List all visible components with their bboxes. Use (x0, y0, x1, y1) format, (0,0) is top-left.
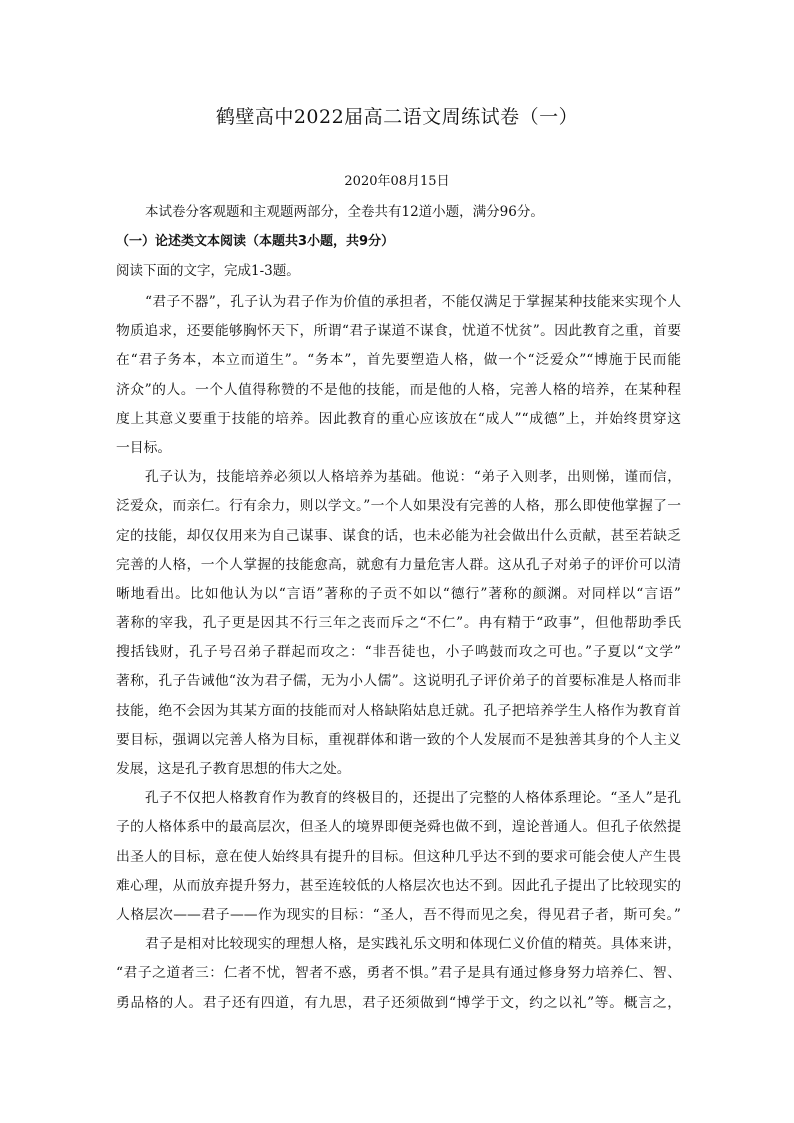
passage-line: 搜括钱财，孔子号召弟子群起而攻之：“非吾徒也，小子鸣鼓而攻之可也。”子夏以“文学” (116, 644, 681, 661)
reading-instruction: 阅读下面的文字，完成1-3题。 (116, 263, 300, 279)
passage-text (116, 288, 681, 1018)
passage-line: 完善的人格，一个人掌握的技能愈高，就愈有力量危害人群。这从孔子对弟子的评价可以清 (116, 556, 681, 573)
passage-line: 技能，绝不会因为其某方面的技能而对人格缺陷姑息迁就。孔子把培养学生人格作为教育首 (116, 702, 681, 719)
passage-line: 子的人格体系中的最高层次，但圣人的境界即便尧舜也做不到，遑论普通人。但孔子依然提 (116, 819, 681, 836)
passage-line: 泛爱众，而亲仁。行有余力，则以学文。”一个人如果没有完善的人格，那么即使他掌握了一 (116, 498, 681, 515)
passage-line: 难心理，从而放弃提升努力，甚至连较低的人格层次也达不到。因此孔子提出了比较现实的 (116, 877, 681, 894)
passage-line: 发展，这是孔子教育思想的伟大之处。 (116, 761, 351, 777)
passage-line: 度上其意义要重于技能的培养。因此教育的重心应该放在“成人”“成德”上，并始终贯穿这 (116, 410, 681, 427)
section-heading: （一）论述类文本阅读（本题共3小题，共9分） (116, 234, 395, 249)
passage-line: 勇品格的人。君子还有四道，有九思，君子还须做到“博学于文，约之以礼”等。概言之， (116, 994, 681, 1011)
passage-line: 晰地看出。比如他认为以“言语”著称的子贡不如以“德行”著称的颜渊。对同样以“言语” (116, 585, 681, 602)
passage-line: 济众”的人。一个人值得称赞的不是他的技能，而是他的人格，完善人格的培养，在某种程 (116, 381, 681, 398)
passage-line: 人格层次——君子——作为现实的目标：“圣人，吾不得而见之矣，得见君子者，斯可矣。” (116, 906, 681, 923)
passage-line: 要目标，强调以完善人格为目标，重视群体和谐一致的个人发展而不是独善其身的个人主义 (116, 731, 681, 748)
passage-line: 孔子不仅把人格教育作为教育的终极目的，还提出了完整的人格体系理论。“圣人”是孔 (145, 790, 681, 807)
document-date: 2020年08月15日 (344, 174, 450, 189)
passage-line: 著称，孔子告诫他“汝为君子儒，无为小人儒”。这说明孔子评价弟子的首要标准是人格而非 (116, 673, 681, 690)
passage-line: 君子是相对比较现实的理想人格，是实践礼乐文明和体现仁义价值的精英。具体来讲， (145, 936, 681, 953)
passage-line: 出圣人的目标，意在使人始终具有提升的目标。但这种几乎达不到的要求可能会使人产生畏 (116, 848, 681, 865)
passage-line: “君子不器”，孔子认为君子作为价值的承担者，不能仅满足于掌握某种技能来实现个人 (145, 294, 681, 310)
passage-line: 物质追求，还要能够胸怀天下，所谓“君子谋道不谋食，忧道不忧贫”。因此教育之重，首要 (116, 323, 681, 340)
passage-line: “君子之道者三：仁者不忧，智者不惑，勇者不惧。”君子是具有通过修身努力培养仁、智、 (116, 965, 681, 982)
passage-line: 孔子认为，技能培养必须以人格培养为基础。他说：“弟子入则孝，出则悌，谨而信， (145, 469, 681, 486)
passage-line: 在“君子务本，本立而道生”。“务本”，首先要塑造人格，做一个“泛爱众”“博施于民而能 (116, 352, 681, 369)
document-title: 鹤壁高中2022届高二语文周练试卷（一） (215, 106, 579, 128)
exam-instructions: 本试卷分客观题和主观题两部分，全卷共有12道小题，满分96分。 (145, 204, 544, 220)
passage-line: 定的技能，却仅仅用来为自己谋事、谋食的话，也未必能为社会做出什么贡献，甚至若缺乏 (116, 527, 681, 544)
passage-line: 一目标。 (116, 439, 172, 456)
passage-line: 著称的宰我，孔子更是因其不行三年之丧而斥之“不仁”。冉有精于“政事”，但他帮助季氏 (116, 615, 681, 632)
